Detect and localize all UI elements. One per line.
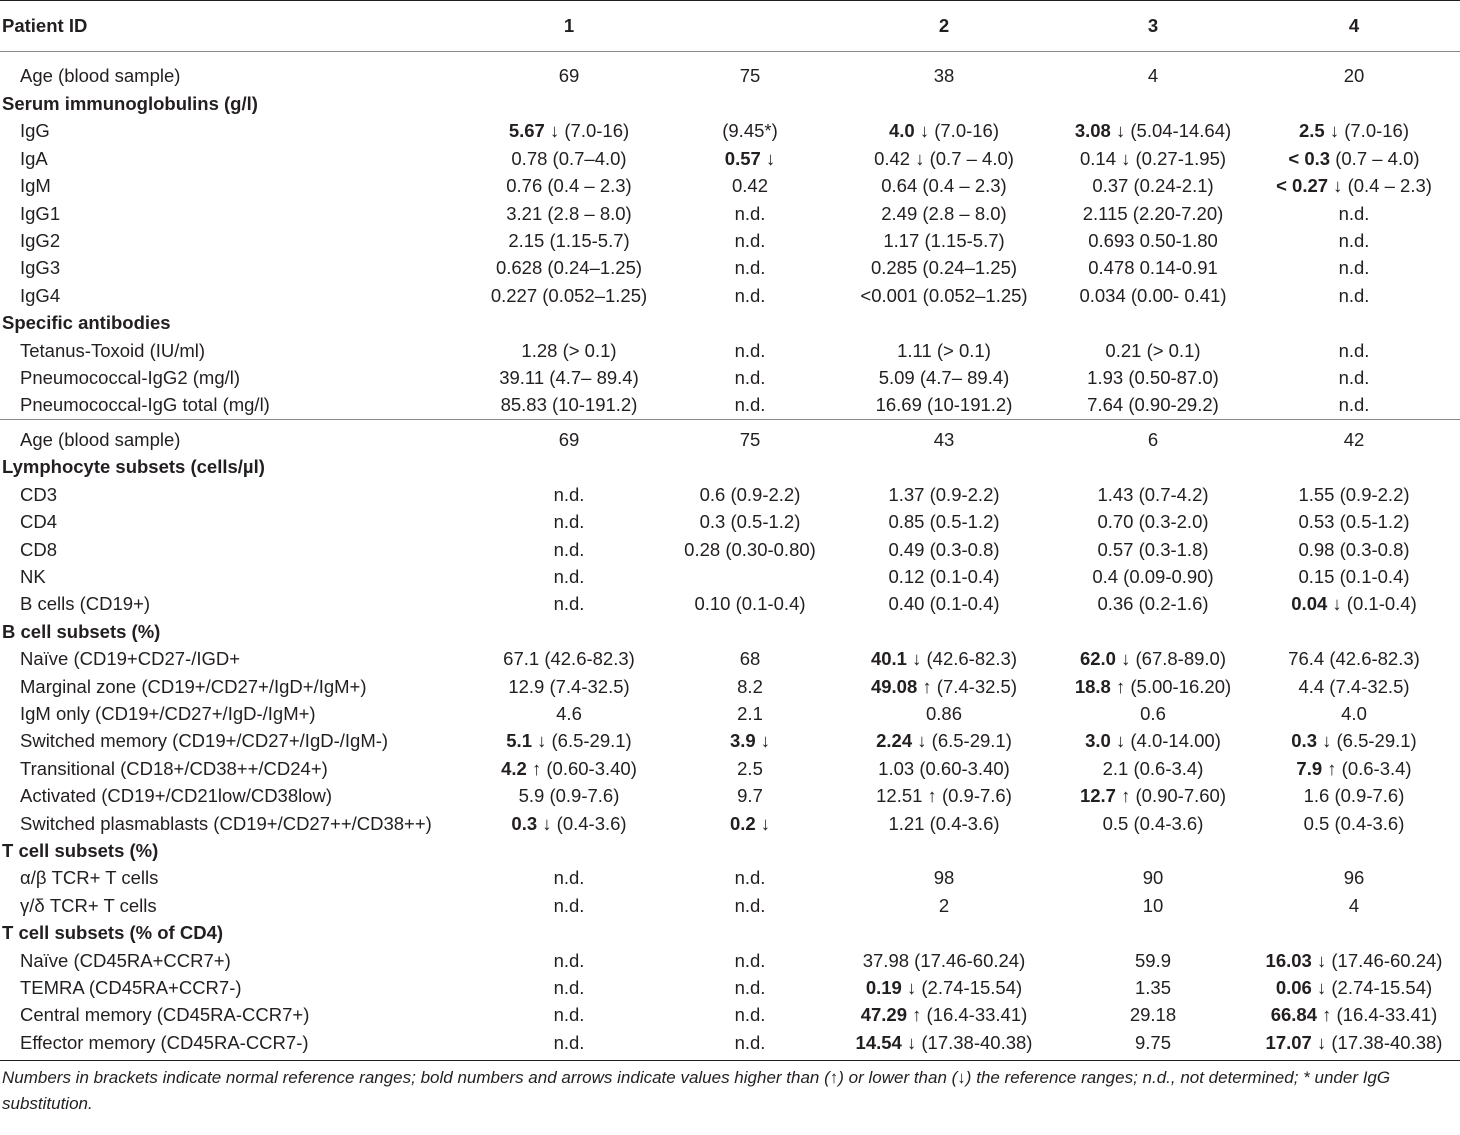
row-label: IgG2 xyxy=(20,230,61,252)
reference-range: (0.90-7.60) xyxy=(1130,785,1227,807)
header-patient-3: 3 xyxy=(1058,1,1248,52)
row-label: Switched memory (CD19+/CD27+/IgD-/IgM-) xyxy=(20,730,389,752)
row-label: Naïve (CD19+CD27-/IGD+ xyxy=(20,648,241,670)
value-cell: 0.85 (0.5-1.2) xyxy=(888,511,1000,533)
value-cell: 2.49 (2.8 – 8.0) xyxy=(881,202,1007,224)
value-cell: n.d. xyxy=(734,394,766,416)
table-row xyxy=(0,810,1460,837)
section-header-row xyxy=(0,309,1460,336)
row-label: CD3 xyxy=(20,483,58,505)
value-cell: 0.36 (0.2-1.6) xyxy=(1097,593,1209,615)
value-cell: n.d. xyxy=(553,511,585,533)
value-cell: 0.693 0.50-1.80 xyxy=(1088,230,1218,252)
table-row xyxy=(0,117,1460,144)
row-label: Naïve (CD45RA+CCR7+) xyxy=(20,949,231,971)
reference-range: (2.74-15.54) xyxy=(1326,977,1433,998)
table-row xyxy=(0,364,1460,391)
value-cell: n.d. xyxy=(553,483,585,505)
row-label: TEMRA (CD45RA+CCR7-) xyxy=(20,977,242,998)
value-cell: 98 xyxy=(933,867,955,889)
value-cell: 90 xyxy=(1142,867,1164,889)
header-patient-id: Patient ID xyxy=(0,1,468,52)
flagged-value: 7.9 ↑ xyxy=(1296,757,1337,779)
row-label: Pneumococcal-IgG total (mg/l) xyxy=(20,394,270,416)
value-cell: n.d. xyxy=(553,593,585,615)
reference-range: (7.4-32.5) xyxy=(931,675,1018,697)
value-cell: 0.4 (0.09-0.90) xyxy=(1092,565,1214,587)
table-row xyxy=(0,892,1460,919)
table-row xyxy=(0,52,1460,91)
value-cell xyxy=(1248,1029,1460,1061)
value-cell: n.d. xyxy=(1338,367,1370,389)
value-cell: 0.78 (0.7–4.0) xyxy=(511,147,627,169)
value-cell: 0.57 (0.3-1.8) xyxy=(1097,538,1209,560)
reference-range: (0.60-3.40) xyxy=(541,757,637,779)
reference-range: (9.45*) xyxy=(722,120,778,142)
value-cell: n.d. xyxy=(553,1004,585,1026)
value-cell: 0.76 (0.4 – 2.3) xyxy=(506,175,632,197)
row-label: IgG1 xyxy=(20,202,61,224)
table-row xyxy=(0,563,1460,590)
table-row xyxy=(0,200,1460,227)
value-cell: 1.35 xyxy=(1134,977,1171,998)
value-cell xyxy=(1248,117,1460,144)
value-cell xyxy=(1248,755,1460,782)
value-cell: 1.37 (0.9-2.2) xyxy=(888,483,1000,505)
value-cell xyxy=(670,563,830,590)
value-cell: 16.69 (10-191.2) xyxy=(875,394,1013,416)
flagged-value: 2.24 ↓ xyxy=(876,730,927,752)
value-cell: 2.5 xyxy=(737,757,763,779)
value-cell: 0.6 (0.9-2.2) xyxy=(699,483,801,505)
value-cell xyxy=(670,145,830,172)
row-label: IgG xyxy=(20,120,50,142)
reference-range: (16.4-33.41) xyxy=(1331,1004,1438,1026)
value-cell xyxy=(1248,590,1460,617)
table-row xyxy=(0,391,1460,419)
section-header-row xyxy=(0,919,1460,946)
value-cell xyxy=(1248,947,1460,974)
table-header-row xyxy=(0,1,1460,52)
value-cell xyxy=(830,117,1058,144)
value-cell: 0.64 (0.4 – 2.3) xyxy=(881,175,1007,197)
table-row xyxy=(0,947,1460,974)
flagged-value: 18.8 ↑ xyxy=(1074,675,1126,697)
value-cell: 9.75 xyxy=(1058,1029,1248,1061)
value-cell: 1.6 (0.9-7.6) xyxy=(1303,785,1405,807)
value-cell xyxy=(830,727,1058,754)
value-cell: 4.6 xyxy=(556,702,582,724)
reference-range: (6.5-29.1) xyxy=(546,730,632,752)
table-row xyxy=(0,337,1460,364)
table-row xyxy=(0,755,1460,782)
value-cell: 69 xyxy=(468,419,670,453)
value-cell: 12.51 ↑ (0.9-7.6) xyxy=(876,785,1012,807)
value-cell: n.d. xyxy=(734,367,766,389)
row-label: Activated (CD19+/CD21low/CD38low) xyxy=(20,785,333,807)
row-label: IgM only (CD19+/CD27+/IgD-/IgM+) xyxy=(20,702,316,724)
value-cell: 2.1 xyxy=(737,702,763,724)
table-body xyxy=(0,52,1460,1061)
row-label: Age (blood sample) xyxy=(0,419,468,453)
reference-range: (6.5-29.1) xyxy=(926,730,1012,752)
flagged-value: 5.1 ↓ xyxy=(506,730,547,752)
table-row xyxy=(0,282,1460,309)
value-cell: 0.15 (0.1-0.4) xyxy=(1298,565,1410,587)
value-cell: 4 xyxy=(1348,894,1360,916)
value-cell xyxy=(670,727,830,754)
section-title: Specific antibodies xyxy=(2,312,171,334)
value-cell: 75 xyxy=(739,65,761,87)
value-cell: n.d. xyxy=(734,230,766,252)
reference-range: (16.4-33.41) xyxy=(921,1004,1028,1026)
value-cell xyxy=(1248,727,1460,754)
flagged-value: 47.29 ↑ xyxy=(860,1004,922,1026)
flagged-value: 49.08 ↑ xyxy=(870,675,932,697)
table-row xyxy=(0,481,1460,508)
value-cell: 1.28 (> 0.1) xyxy=(521,339,617,361)
header-patient-1b xyxy=(670,1,830,52)
value-cell: <0.001 (0.052–1.25) xyxy=(860,284,1028,306)
table-row xyxy=(0,254,1460,281)
value-cell: 0.28 (0.30-0.80) xyxy=(684,538,816,560)
value-cell: n.d. xyxy=(553,538,585,560)
value-cell xyxy=(670,810,830,837)
value-cell: 0.49 (0.3-0.8) xyxy=(888,538,1000,560)
value-cell: n.d. xyxy=(734,949,766,971)
value-cell xyxy=(830,673,1058,700)
reference-range: (6.5-29.1) xyxy=(1331,730,1417,752)
value-cell xyxy=(830,1001,1058,1028)
value-cell xyxy=(830,645,1058,672)
table-row xyxy=(0,227,1460,254)
value-cell: 2 xyxy=(938,894,950,916)
reference-range: (17.38-40.38) xyxy=(916,1031,1033,1053)
value-cell: 0.3 (0.5-1.2) xyxy=(699,511,801,533)
value-cell: n.d. xyxy=(734,977,766,998)
row-label: Transitional (CD18+/CD38++/CD24+) xyxy=(20,757,328,779)
section-title: B cell subsets (%) xyxy=(2,620,161,642)
flagged-value: 3.0 ↓ xyxy=(1085,730,1126,752)
header-patient-1: 1 xyxy=(468,1,670,52)
table-row xyxy=(0,1001,1460,1028)
value-cell: 10 xyxy=(1142,894,1164,916)
row-label: α/β TCR+ T cells xyxy=(20,867,159,889)
table-row xyxy=(0,645,1460,672)
table-row xyxy=(0,508,1460,535)
flagged-value: 66.84 ↑ xyxy=(1270,1004,1332,1026)
value-cell: 0.12 (0.1-0.4) xyxy=(888,565,1000,587)
section-header-row xyxy=(0,90,1460,117)
value-cell: 20 xyxy=(1343,65,1365,87)
flagged-value: 0.04 ↓ xyxy=(1291,593,1342,615)
reference-range: (17.38-40.38) xyxy=(1326,1031,1443,1053)
row-label: Marginal zone (CD19+/CD27+/IgD+/IgM+) xyxy=(20,675,367,697)
value-cell: 8.2 xyxy=(737,675,763,697)
value-cell: 0.478 0.14-0.91 xyxy=(1088,257,1218,279)
value-cell xyxy=(830,974,1058,1001)
value-cell: 0.42 xyxy=(731,175,768,197)
reference-range: (0.1-0.4) xyxy=(1341,593,1417,615)
header-patient-2: 2 xyxy=(830,1,1058,52)
reference-range: (2.74-15.54) xyxy=(916,977,1023,998)
flagged-value: 0.57 ↓ xyxy=(724,147,776,169)
row-label: IgM xyxy=(20,175,51,197)
value-cell: 1.43 (0.7-4.2) xyxy=(1097,483,1209,505)
value-cell: n.d. xyxy=(553,949,585,971)
flagged-value: 0.3 ↓ xyxy=(1291,730,1332,752)
row-label: IgA xyxy=(20,147,48,169)
row-label: Central memory (CD45RA-CCR7+) xyxy=(20,1004,310,1026)
value-cell: 76.4 (42.6-82.3) xyxy=(1288,648,1420,670)
value-cell: 39.11 (4.7– 89.4) xyxy=(499,367,639,389)
value-cell xyxy=(1058,782,1248,809)
value-cell: 0.227 (0.052–1.25) xyxy=(490,284,648,306)
value-cell: 4.4 (7.4-32.5) xyxy=(1298,675,1410,697)
row-label: B cells (CD19+) xyxy=(20,593,151,615)
value-cell: 1.93 (0.50-87.0) xyxy=(1087,367,1219,389)
value-cell: 0.628 (0.24–1.25) xyxy=(495,257,643,279)
value-cell: n.d. xyxy=(734,284,766,306)
section-title: Lymphocyte subsets (cells/µl) xyxy=(2,456,265,478)
flagged-value: 3.08 ↓ xyxy=(1074,120,1126,142)
flagged-value: 14.54 ↓ xyxy=(855,1031,917,1053)
value-cell: 85.83 (10-191.2) xyxy=(500,394,638,416)
reference-range: (7.0-16) xyxy=(929,120,1000,142)
row-label: Switched plasmablasts (CD19+/CD27++/CD38++) xyxy=(20,812,432,834)
value-cell: 4 xyxy=(1147,65,1159,87)
flagged-value: 2.5 ↓ xyxy=(1298,120,1340,142)
value-cell: 37.98 (17.46-60.24) xyxy=(862,949,1026,971)
table-row xyxy=(0,1029,1460,1061)
row-label: Age (blood sample) xyxy=(20,65,181,87)
reference-range: (17.46-60.24) xyxy=(1326,949,1443,971)
value-cell xyxy=(1248,1001,1460,1028)
row-label: NK xyxy=(20,565,46,587)
value-cell: 2.115 (2.20-7.20) xyxy=(1082,202,1224,224)
value-cell: 0.98 (0.3-0.8) xyxy=(1298,538,1410,560)
value-cell xyxy=(1058,117,1248,144)
table-footnote: Numbers in brackets indicate normal reference ranges; bold numbers and arrows indicate values higher than (↑) or lower than (↓) the reference ranges; n.d., not determined; * under IgG substitution. xyxy=(2,1068,1391,1114)
value-cell: 0.034 (0.00- 0.41) xyxy=(1079,284,1227,306)
section-header-row xyxy=(0,453,1460,480)
section-title: T cell subsets (% of CD4) xyxy=(2,922,224,944)
value-cell: 12.9 (7.4-32.5) xyxy=(508,675,630,697)
value-cell: 96 xyxy=(1343,867,1365,889)
flagged-value: 0.19 ↓ xyxy=(865,977,917,998)
value-cell: 0.285 (0.24–1.25) xyxy=(870,257,1018,279)
flagged-value: 40.1 ↓ xyxy=(870,648,922,670)
table-row xyxy=(0,172,1460,199)
section-header-row xyxy=(0,837,1460,864)
value-cell xyxy=(1248,145,1460,172)
flagged-value: 4.2 ↑ xyxy=(501,757,542,779)
value-cell: 0.86 xyxy=(925,702,962,724)
value-cell: n.d. xyxy=(734,867,766,889)
reference-range: (0.4-3.6) xyxy=(551,812,627,834)
value-cell: n.d. xyxy=(1338,284,1370,306)
table-row xyxy=(0,974,1460,1001)
value-cell: n.d. xyxy=(734,894,766,916)
value-cell: 0.42 ↓ (0.7 – 4.0) xyxy=(874,147,1014,169)
row-label: IgG4 xyxy=(20,284,61,306)
value-cell: 6 xyxy=(1058,419,1248,453)
value-cell: 4.0 xyxy=(1341,702,1367,724)
value-cell: 59.9 xyxy=(1134,949,1171,971)
value-cell: 1.11 (> 0.1) xyxy=(897,339,991,361)
reference-range: (5.00-16.20) xyxy=(1125,675,1232,697)
flagged-value: 0.2 ↓ xyxy=(729,812,771,834)
row-label: CD4 xyxy=(20,511,58,533)
value-cell xyxy=(670,117,830,144)
value-cell: 2.1 (0.6-3.4) xyxy=(1102,757,1204,779)
row-label: CD8 xyxy=(20,538,58,560)
value-cell: n.d. xyxy=(1338,394,1370,416)
value-cell: 43 xyxy=(830,419,1058,453)
value-cell: 67.1 (42.6-82.3) xyxy=(503,648,635,670)
value-cell: 0.40 (0.1-0.4) xyxy=(888,593,1000,615)
reference-range: (7.0-16) xyxy=(559,120,630,142)
row-label: Tetanus-Toxoid (IU/ml) xyxy=(20,339,206,361)
value-cell xyxy=(1058,645,1248,672)
flagged-value: 16.03 ↓ xyxy=(1265,949,1327,971)
table-row xyxy=(0,727,1460,754)
value-cell: 29.18 xyxy=(1129,1004,1177,1026)
flagged-value: 17.07 ↓ xyxy=(1265,1031,1327,1053)
reference-range: (67.8-89.0) xyxy=(1130,648,1227,670)
flagged-value: 0.3 ↓ xyxy=(511,812,552,834)
value-cell: 0.21 (> 0.1) xyxy=(1105,339,1201,361)
value-cell: 1.17 (1.15-5.7) xyxy=(883,230,1005,252)
value-cell: n.d. xyxy=(553,565,585,587)
value-cell: n.d. xyxy=(734,257,766,279)
table-row xyxy=(0,700,1460,727)
value-cell: n.d. xyxy=(1338,202,1370,224)
value-cell: 7.64 (0.90-29.2) xyxy=(1087,394,1219,416)
value-cell: 0.14 ↓ (0.27-1.95) xyxy=(1079,147,1227,169)
value-cell: n.d. xyxy=(468,1029,670,1061)
value-cell xyxy=(468,755,670,782)
value-cell: n.d. xyxy=(734,339,766,361)
value-cell: n.d. xyxy=(670,1029,830,1061)
section-title: T cell subsets (%) xyxy=(2,839,159,861)
reference-range: (5.04-14.64) xyxy=(1125,120,1232,142)
flagged-value: 3.9 ↓ xyxy=(729,730,771,752)
value-cell: n.d. xyxy=(734,202,766,224)
section-header-row xyxy=(0,618,1460,645)
value-cell: 0.70 (0.3-2.0) xyxy=(1097,511,1209,533)
row-label: IgG3 xyxy=(20,257,61,279)
value-cell: 1.21 (0.4-3.6) xyxy=(888,812,1000,834)
flagged-value: < 0.3 xyxy=(1288,147,1331,169)
table-row xyxy=(0,673,1460,700)
reference-range: (42.6-82.3) xyxy=(921,648,1018,670)
value-cell xyxy=(468,117,670,144)
row-label: Effector memory (CD45RA-CCR7-) xyxy=(0,1029,468,1061)
value-cell: 0.5 (0.4-3.6) xyxy=(1102,812,1204,834)
value-cell xyxy=(830,1029,1058,1061)
reference-range: (4.0-14.00) xyxy=(1125,730,1221,752)
value-cell: n.d. xyxy=(553,894,585,916)
table-row xyxy=(0,419,1460,453)
section-title: Serum immunoglobulins (g/l) xyxy=(2,93,258,114)
value-cell: 0.53 (0.5-1.2) xyxy=(1298,511,1410,533)
value-cell: 68 xyxy=(739,648,761,670)
value-cell: 0.10 (0.1-0.4) xyxy=(694,593,806,615)
row-label: Pneumococcal-IgG2 (mg/l) xyxy=(20,367,241,389)
flagged-value: 0.06 ↓ xyxy=(1275,977,1327,998)
value-cell: 9.7 xyxy=(737,785,763,807)
value-cell: n.d. xyxy=(553,977,585,998)
header-patient-4: 4 xyxy=(1248,1,1460,52)
value-cell: 3.21 (2.8 – 8.0) xyxy=(506,202,632,224)
reference-range: (7.0-16) xyxy=(1339,120,1410,142)
value-cell: n.d. xyxy=(1338,257,1370,279)
value-cell xyxy=(468,810,670,837)
value-cell: 1.55 (0.9-2.2) xyxy=(1298,483,1410,505)
table-row xyxy=(0,590,1460,617)
value-cell: n.d. xyxy=(1338,230,1370,252)
value-cell: 69 xyxy=(558,65,580,87)
value-cell: 2.15 (1.15-5.7) xyxy=(508,230,630,252)
value-cell: 0.5 (0.4-3.6) xyxy=(1303,812,1405,834)
value-cell: 38 xyxy=(933,65,955,87)
value-cell: 0.6 xyxy=(1140,702,1166,724)
flagged-value: 4.0 ↓ xyxy=(888,120,930,142)
value-cell xyxy=(468,727,670,754)
table-row xyxy=(0,864,1460,891)
reference-range: (0.4 – 2.3) xyxy=(1342,175,1432,197)
flagged-value: 12.7 ↑ xyxy=(1079,785,1131,807)
value-cell: 5.09 (4.7– 89.4) xyxy=(878,367,1010,389)
flagged-value: 62.0 ↓ xyxy=(1079,648,1131,670)
value-cell xyxy=(1058,727,1248,754)
flagged-value: 5.67 ↓ xyxy=(508,120,560,142)
value-cell xyxy=(1248,974,1460,1001)
value-cell xyxy=(1248,172,1460,199)
flagged-value: < 0.27 ↓ xyxy=(1276,175,1343,197)
value-cell: n.d. xyxy=(1338,339,1370,361)
reference-range: (0.6-3.4) xyxy=(1336,757,1412,779)
value-cell: 42 xyxy=(1248,419,1460,453)
table-row xyxy=(0,536,1460,563)
value-cell: 0.37 (0.24-2.1) xyxy=(1092,175,1214,197)
value-cell: 5.9 (0.9-7.6) xyxy=(518,785,620,807)
reference-range: (0.7 – 4.0) xyxy=(1330,147,1420,169)
row-label: γ/δ TCR+ T cells xyxy=(20,894,157,916)
value-cell: n.d. xyxy=(553,867,585,889)
value-cell: 75 xyxy=(670,419,830,453)
value-cell: n.d. xyxy=(734,1004,766,1026)
table-row xyxy=(0,782,1460,809)
value-cell xyxy=(1058,673,1248,700)
value-cell: 1.03 (0.60-3.40) xyxy=(878,757,1010,779)
table-row xyxy=(0,145,1460,172)
